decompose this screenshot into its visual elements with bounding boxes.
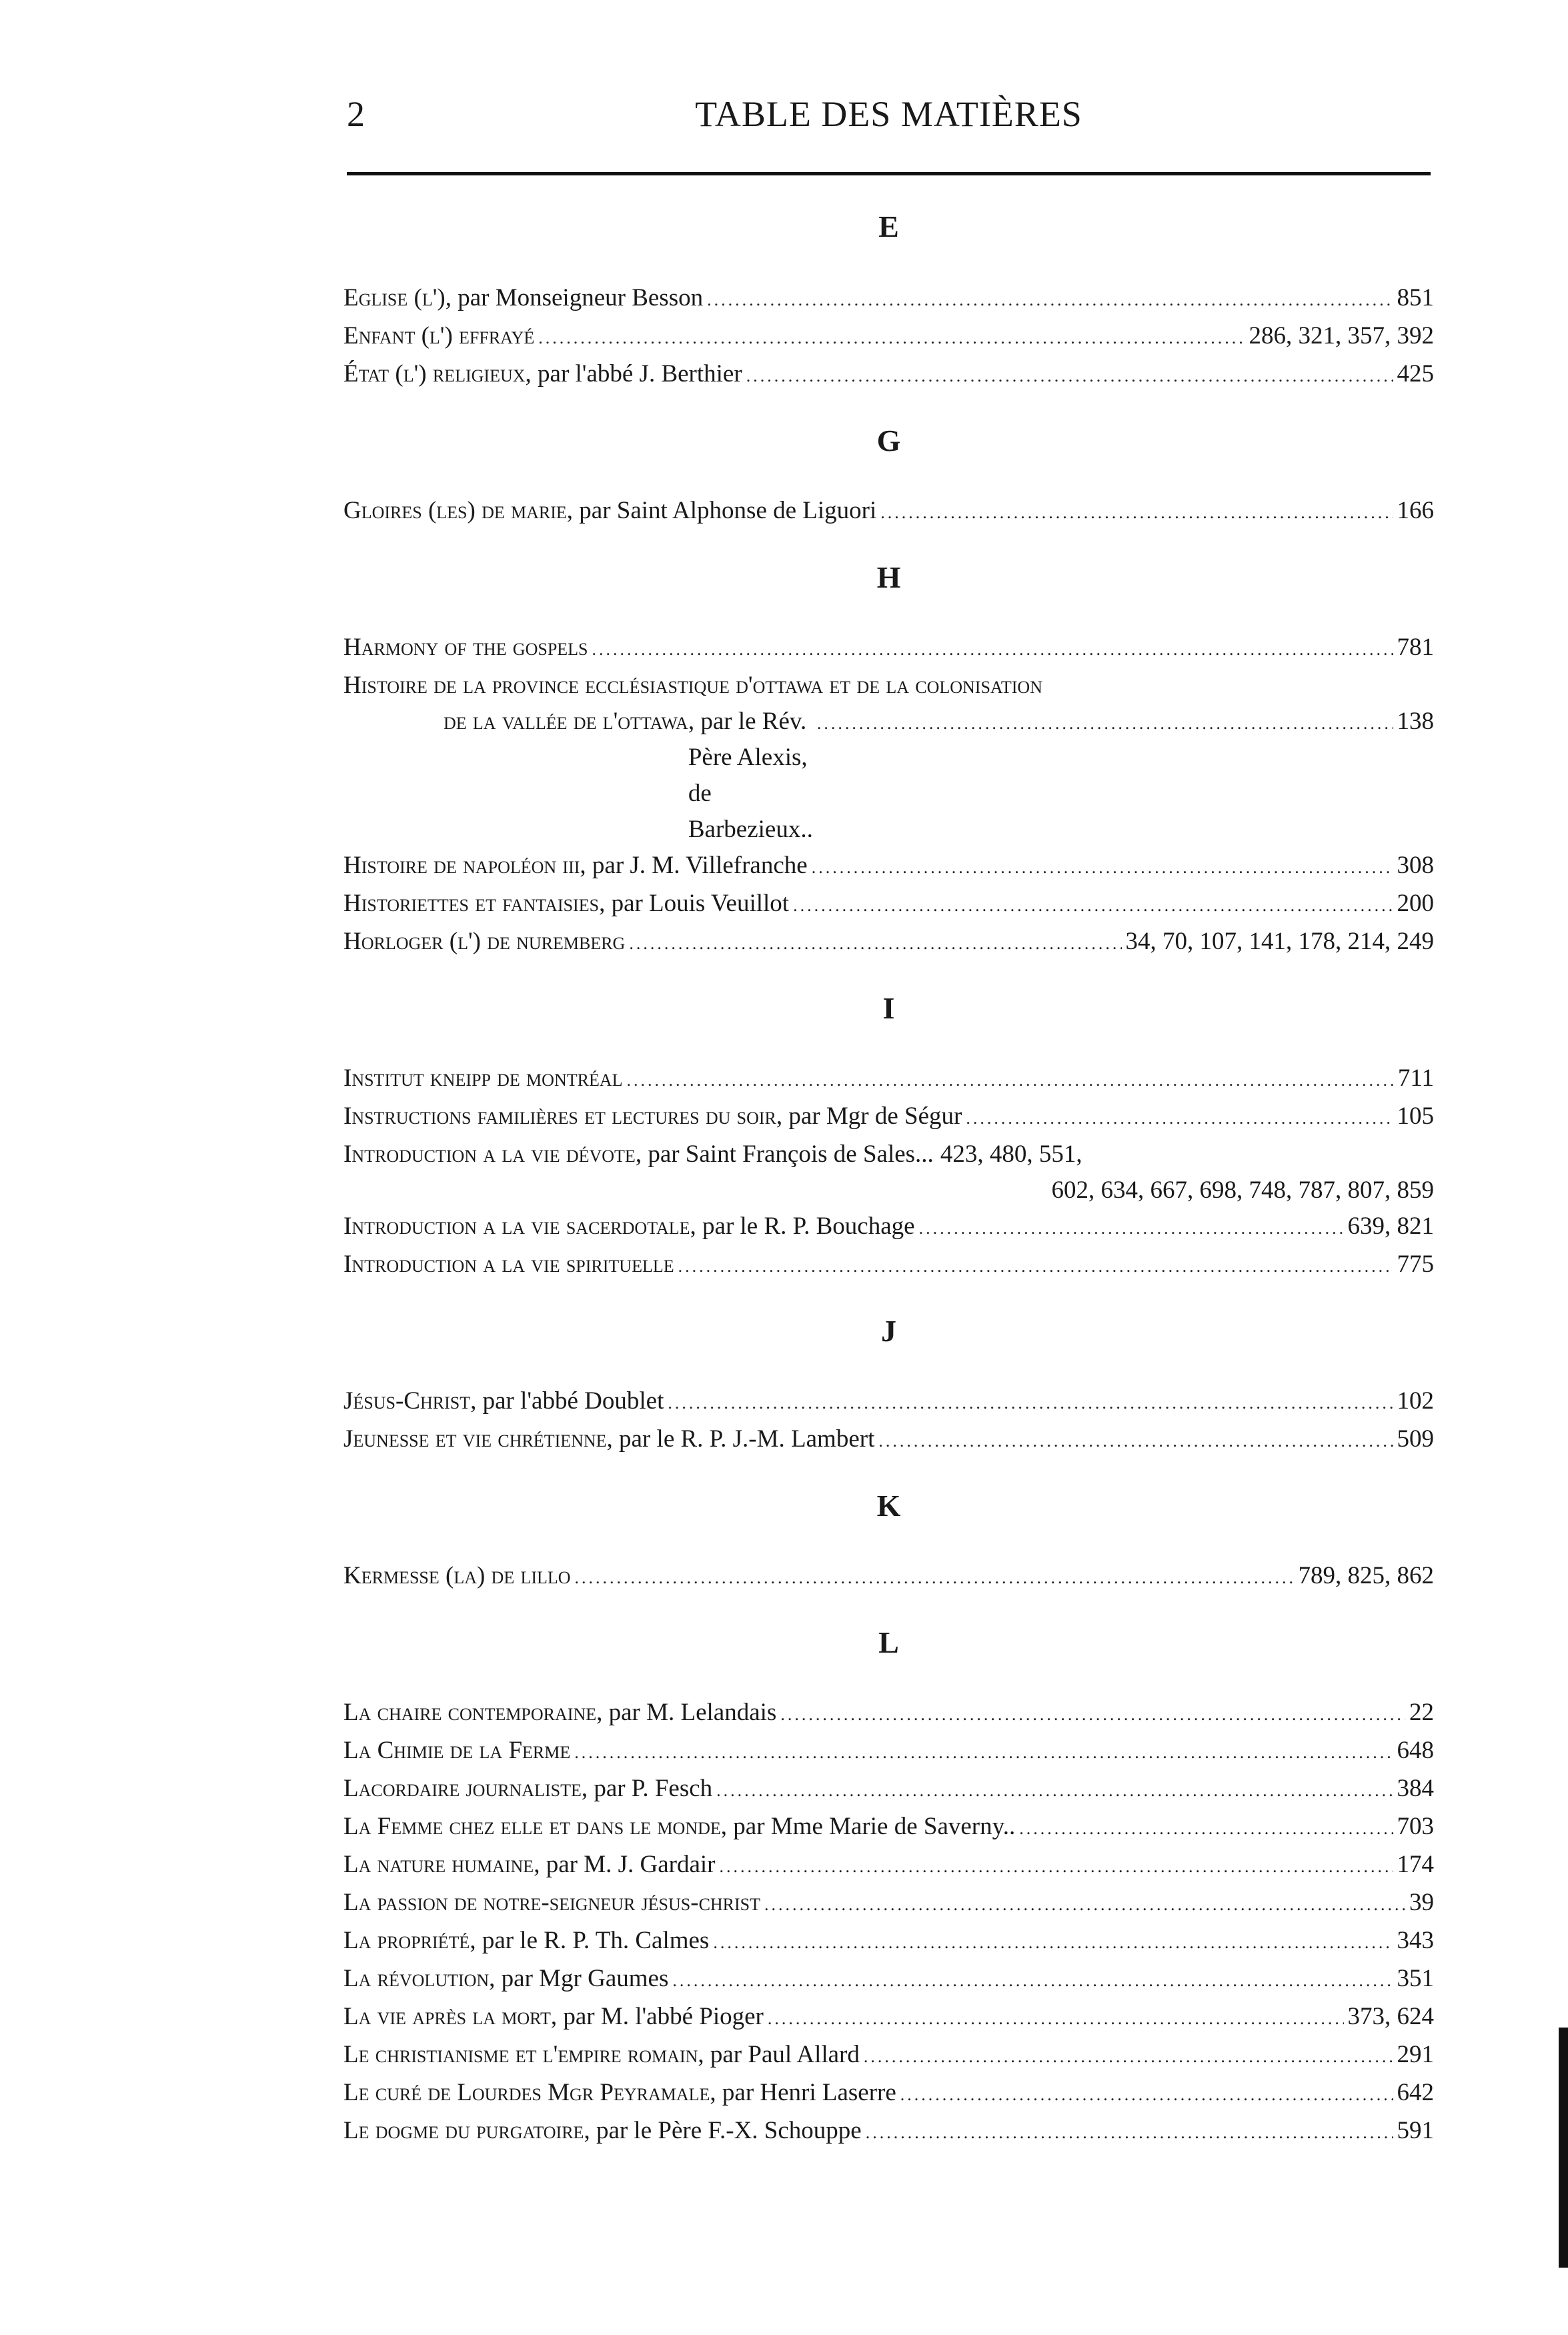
dot-leader (812, 850, 1393, 886)
toc-entry (343, 1247, 1434, 1285)
entry-pages: 373, 624 (1347, 2003, 1434, 2030)
entry-author: , par le Père F.-X. Schouppe (584, 2117, 862, 2144)
toc-entry (343, 2037, 1434, 2075)
entry-title: Le dogme du purgatoire (343, 2117, 584, 2144)
toc-entry (343, 1771, 1434, 1809)
dot-leader (678, 1249, 1393, 1285)
entry-title: Histoire de napoléon iii (343, 852, 580, 879)
dot-leader (672, 1963, 1393, 1999)
entry-author: , par l'abbé Doublet (470, 1387, 664, 1415)
entry-title: Gloires (les) de marie (343, 497, 567, 524)
entry-pages: 39 (1409, 1889, 1434, 1916)
entry-author: , par Louis Veuillot (599, 890, 790, 917)
entry-author: , par le R. P. J.-M. Lambert (606, 1425, 875, 1453)
dot-leader (966, 1100, 1393, 1136)
entry-author: , par Mgr de Ségur (776, 1102, 962, 1130)
entry-title: Institut kneipp de montréal (343, 1064, 623, 1092)
toc-entry (343, 1060, 1434, 1098)
entry-pages: 509 (1397, 1425, 1434, 1453)
dot-leader (716, 1773, 1393, 1809)
entry-title: Jeunesse et vie chrétienne (343, 1425, 607, 1453)
entry-author: , par Mgr Gaumes (489, 1965, 669, 1992)
entry-title: La chaire contemporaine (343, 1699, 597, 1726)
running-title: TABLE DES MATIÈRES (695, 94, 1082, 134)
toc-section (343, 558, 1434, 962)
section-letter: I (882, 991, 895, 1025)
entry-pages-continued: 602, 634, 667, 698, 748, 787, 807, 859 (1051, 1177, 1434, 1204)
entry-pages: 166 (1397, 497, 1434, 524)
entry-title: La nature humaine (343, 1851, 534, 1878)
entry-author: , par l'abbé J. Berthier (525, 360, 742, 387)
toc-entry (343, 356, 1434, 394)
entry-pages: 425 (1397, 360, 1434, 387)
entry-pages: 642 (1397, 2079, 1434, 2106)
entry-title: Introduction a la vie dévote (343, 1140, 636, 1168)
dot-leader (764, 1887, 1405, 1923)
entry-author: , par le R. P. Th. Calmes (470, 1927, 710, 1954)
entry-pages: 286, 321, 357, 392 (1249, 322, 1434, 349)
dot-leader (866, 2115, 1393, 2151)
toc-entry (343, 668, 1434, 848)
entry-author: , par le Rév. Père Alexis, de Barbezieux.. (688, 708, 813, 843)
dot-leader (538, 320, 1245, 356)
entry-author: , par Henri Laserre (710, 2079, 896, 2106)
dot-leader (719, 1849, 1393, 1885)
entry-author: , par Mme Marie de Saverny.. (720, 1813, 1016, 1840)
table-of-contents (343, 200, 1434, 2178)
toc-entry (343, 848, 1434, 886)
section-letter: G (876, 424, 901, 458)
toc-section (343, 1311, 1434, 1459)
entry-title: Harmony of the gospels (343, 634, 588, 661)
entry-pages: 384 (1397, 1775, 1434, 1802)
entry-title: La Femme chez elle et dans le monde (343, 1813, 721, 1840)
entry-pages: 102 (1397, 1387, 1434, 1415)
dot-leader (878, 1423, 1393, 1459)
scan-margin-mark (1559, 2028, 1568, 2268)
dot-leader (627, 1062, 1394, 1098)
entry-title: Introduction a la vie spirituelle (343, 1251, 674, 1278)
toc-entry (343, 2075, 1434, 2113)
dot-leader (780, 1697, 1405, 1733)
entry-title: Le curé de Lourdes Mgr Peyramale (343, 2079, 710, 2106)
entry-pages: 174 (1397, 1851, 1434, 1878)
toc-entry (343, 924, 1434, 962)
dot-leader (592, 632, 1393, 668)
entry-title: La vie après la mort (343, 2003, 551, 2030)
entry-title: Eglise (l') (343, 284, 446, 311)
entry-author: , par Paul Allard (698, 2041, 860, 2068)
section-letter: K (876, 1489, 901, 1523)
entry-author: , par Saint Alphonse de Liguori (566, 497, 877, 524)
dot-leader (768, 2001, 1344, 2037)
dot-leader (629, 926, 1121, 962)
toc-entry (343, 1383, 1434, 1421)
dot-leader (668, 1385, 1393, 1421)
entry-pages: 138 (1397, 708, 1434, 735)
toc-entry (343, 1885, 1434, 1923)
entry-title: La Chimie de la Ferme (343, 1737, 571, 1764)
toc-entry (343, 1421, 1434, 1459)
toc-entry (343, 2113, 1434, 2151)
entry-title: Le christianisme et l'empire romain (343, 2041, 698, 2068)
entry-author: , par M. Lelandais (596, 1699, 777, 1726)
entry-pages: 34, 70, 107, 141, 178, 214, 249 (1125, 928, 1434, 955)
entry-pages: 781 (1397, 634, 1434, 661)
entry-author: , par le R. P. Bouchage (690, 1213, 915, 1240)
page-header (347, 93, 1431, 147)
entry-pages: 711 (1397, 1064, 1434, 1092)
dot-leader (793, 888, 1393, 924)
dot-leader (707, 282, 1393, 318)
entry-pages: 789, 825, 862 (1298, 1562, 1434, 1589)
entry-pages: 423, 480, 551, (940, 1140, 1082, 1168)
entry-title: Kermesse (la) de lillo (343, 1562, 571, 1589)
dot-leader (880, 495, 1393, 531)
entry-title: La révolution (343, 1965, 490, 1992)
toc-entry (343, 1961, 1434, 1999)
dot-leader (1019, 1811, 1393, 1847)
entry-pages: 291 (1397, 2041, 1434, 2068)
section-letter: L (878, 1625, 899, 1659)
entry-title: Histoire de la province ecclésiastique d'ottawa et de la colonisation (343, 672, 1042, 699)
toc-section (343, 421, 1434, 531)
entry-pages: 308 (1397, 852, 1434, 879)
dot-leader (575, 1560, 1295, 1596)
toc-entry (343, 1209, 1434, 1247)
toc-entry (343, 280, 1434, 318)
entry-title: Horloger (l') de nuremberg (343, 928, 626, 955)
entry-title: Jésus-Christ (343, 1387, 471, 1415)
entry-author: , ⁠par Monseigneur Besson (445, 284, 704, 311)
entry-pages: 851 (1397, 284, 1434, 311)
toc-section (343, 988, 1434, 1285)
toc-entry (343, 1733, 1434, 1771)
entry-pages: 703 (1397, 1813, 1434, 1840)
toc-entry (343, 1558, 1434, 1596)
section-letter: E (878, 209, 899, 243)
toc-entry (343, 493, 1434, 531)
toc-section (343, 1486, 1434, 1596)
entry-pages: 343 (1397, 1927, 1434, 1954)
toc-entry (343, 1809, 1434, 1847)
entry-author: , par M. J. Gardair (534, 1851, 716, 1878)
entry-title: Introduction a la vie sacerdotale (343, 1213, 690, 1240)
entry-author: , par J. M. Villefranche (580, 852, 808, 879)
toc-section (343, 1623, 1434, 2151)
dot-leader (900, 2077, 1393, 2113)
header-rule (347, 172, 1431, 175)
section-letter: H (876, 560, 901, 594)
toc-entry (343, 318, 1434, 356)
toc-entry (343, 1695, 1434, 1733)
entry-pages: 200 (1397, 890, 1434, 917)
entry-title: Lacordaire journaliste (343, 1775, 582, 1802)
toc-entry (343, 1923, 1434, 1961)
toc-entry (343, 630, 1434, 668)
entry-pages: 648 (1397, 1737, 1434, 1764)
toc-entry (343, 1136, 1434, 1209)
entry-pages: 105 (1397, 1102, 1434, 1130)
entry-title: La passion de notre-seigneur jésus-christ (343, 1889, 761, 1916)
toc-entry (343, 1847, 1434, 1885)
entry-title: Instructions familières et lectures du soir (343, 1102, 776, 1130)
dot-leader (574, 1735, 1393, 1771)
dot-leader (746, 358, 1393, 394)
toc-entry (343, 1098, 1434, 1136)
entry-title: État (l') religieux (343, 360, 526, 387)
entry-author: , par Saint François de Sales... (635, 1140, 934, 1168)
entry-pages: 22 (1409, 1699, 1434, 1726)
dot-leader (713, 1925, 1393, 1961)
entry-pages: 639, 821 (1347, 1213, 1434, 1240)
entry-title: Historiettes et fantaisies (343, 890, 600, 917)
entry-title: Enfant (l') effrayé (343, 322, 535, 349)
entry-title: La propriété (343, 1927, 470, 1954)
dot-leader (864, 2039, 1393, 2075)
entry-author: , par M. l'abbé Pioger (550, 2003, 764, 2030)
toc-entry (343, 886, 1434, 924)
entry-pages: 591 (1397, 2117, 1434, 2144)
section-letter: J (881, 1314, 896, 1348)
entry-pages: 351 (1397, 1965, 1434, 1992)
entry-pages: 775 (1397, 1251, 1434, 1278)
dot-leader (919, 1211, 1344, 1247)
toc-section (343, 207, 1434, 394)
page-number: 2 (347, 94, 365, 134)
entry-title-continued: de la vallée de l'ottawa (444, 708, 688, 735)
toc-entry (343, 1999, 1434, 2037)
entry-author: , par P. Fesch (581, 1775, 713, 1802)
dot-leader (817, 706, 1393, 742)
